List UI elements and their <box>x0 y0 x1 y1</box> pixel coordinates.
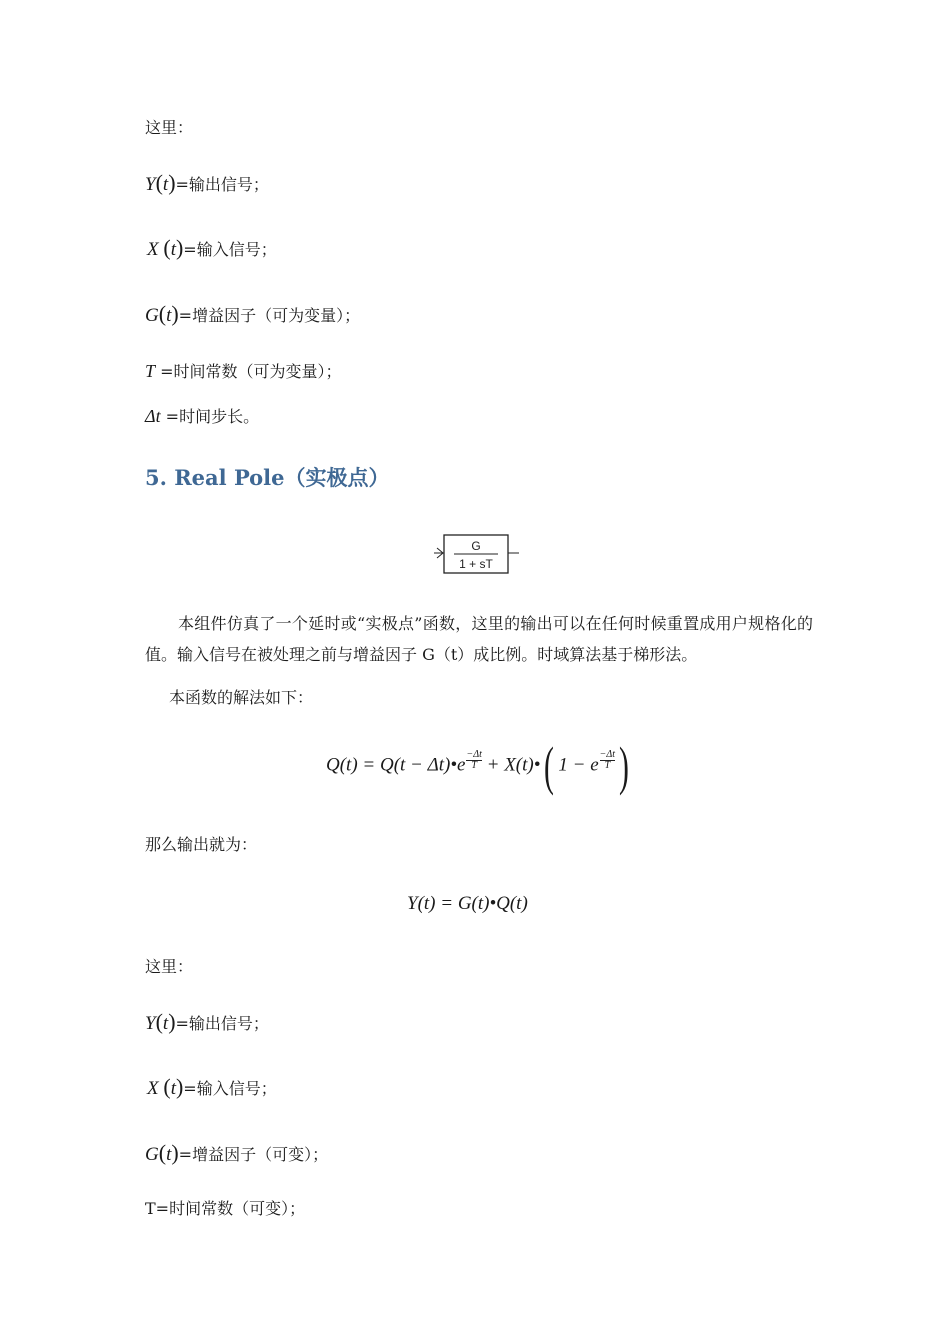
def-y-text: =输出信号； <box>175 175 269 194</box>
symbol-y: Y(t) <box>145 170 176 195</box>
formula-q-mid: + X(t)• <box>481 754 541 776</box>
right-paren: ) <box>619 736 629 796</box>
symbol-x: X (t) <box>147 235 184 260</box>
left-paren: ( <box>544 736 555 796</box>
formula-y-text: Y(t) = G(t)•Q(t) <box>407 893 528 914</box>
here-label-top: 这里： <box>145 118 194 137</box>
exp-fraction-2: $\frac{-\Delta t}{T}$ <box>599 748 616 772</box>
block-diagram-svg <box>428 532 524 576</box>
formula-q <box>326 736 633 796</box>
output-intro: 那么输出就为： <box>145 835 258 854</box>
exp-fraction-1: $\frac{-\Delta t}{T}$ <box>466 748 482 772</box>
here-label-bottom: 这里： <box>145 957 194 976</box>
symbol-dt: Δt <box>145 406 161 426</box>
description-paragraph: 本组件仿真了一个延时或“实极点”函数，这里的输出可以在任何时候重置成用户规格化的值。输入信号在被处理之前与增益因子 G（t）成比例。时域算法基于梯形法。 <box>145 614 813 664</box>
def-dt-top <box>145 407 259 425</box>
tf-denominator: 1 + sT <box>459 557 493 571</box>
def-y-bottom <box>145 1011 269 1033</box>
symbol-y-bottom: Y(t) <box>145 1009 176 1034</box>
def-dt-text: =时间步长。 <box>160 407 260 426</box>
transfer-function-block <box>428 532 524 576</box>
def-g-text: =增益因子（可为变量）； <box>178 306 361 325</box>
def-x-text: =输入信号； <box>183 240 277 259</box>
solution-intro: 本函数的解法如下： <box>169 688 314 707</box>
symbol-g-bottom: G(t) <box>145 1140 179 1165</box>
symbol-t: T <box>145 361 156 381</box>
def-t-text: =时间常数（可为变量）； <box>155 362 342 381</box>
def-x-bottom-text: =输入信号； <box>183 1079 277 1098</box>
section-heading: 5. Real Pole（实极点） <box>145 465 390 490</box>
def-t-top <box>145 362 342 380</box>
tf-numerator: G <box>471 539 481 553</box>
def-y-bottom-text: =输出信号； <box>175 1014 269 1033</box>
def-y-top <box>145 172 269 194</box>
formula-q-one-minus: 1 − e <box>558 754 599 776</box>
symbol-x-bottom: X (t) <box>147 1074 184 1099</box>
def-g-bottom-text: =增益因子（可变）； <box>178 1145 329 1164</box>
def-t-bottom: T=时间常数（可变）； <box>145 1199 306 1218</box>
def-g-bottom <box>145 1142 328 1164</box>
def-x-bottom <box>147 1076 277 1098</box>
def-g-top <box>145 303 360 325</box>
def-x-top <box>147 237 277 259</box>
symbol-g: G(t) <box>145 301 179 326</box>
formula-q-lhs: Q(t) = Q(t − Δt)•e <box>326 754 466 776</box>
formula-y <box>407 893 528 915</box>
